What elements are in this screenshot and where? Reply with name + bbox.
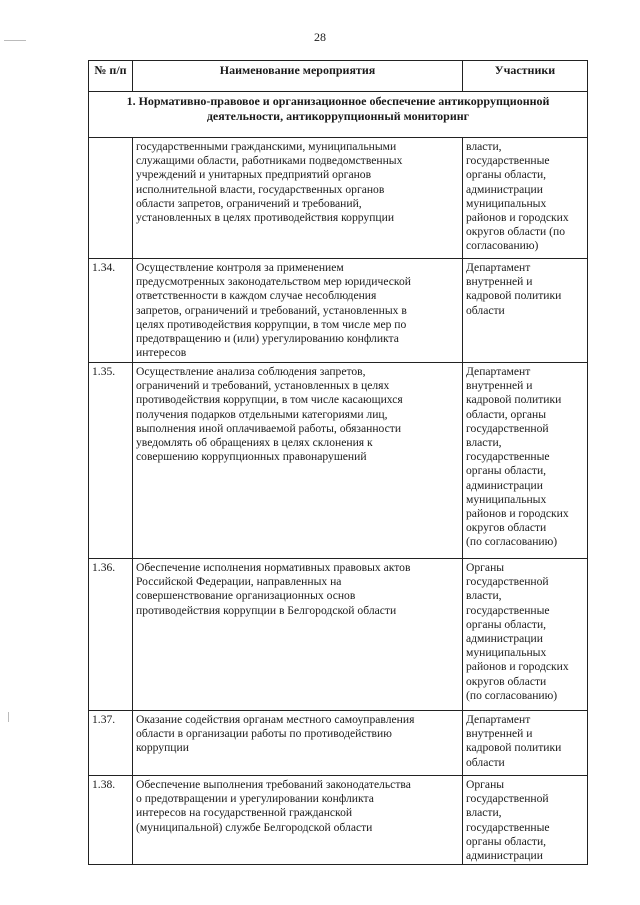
row-participants: Департамент внутренней и кадровой политики области [463,259,588,363]
scan-artifact [4,40,26,41]
table-row [89,259,588,363]
scan-artifact [8,712,9,722]
row-name: Осуществление контроля за применением предусмотренных законодательством мер юридической ответственности в каждом случае несоблюдения запретов, ограничений и требований, установленных в целях противодействия коррупции, в том числе мер по предотвращению и (или) урегулированию конфликта интересов [133,259,463,363]
header-number: № п/п [89,61,133,92]
row-participants: власти, государственные органы области, администрации муниципальных районов и городских округов области (по согласованию) [463,138,588,259]
header-name: Наименование мероприятия [133,61,463,92]
table-row [89,138,588,259]
table-row [89,559,588,711]
row-participants: Департамент внутренней и кадровой политики области [463,711,588,776]
row-name: Осуществление анализа соблюдения запретов, ограничений и требований, установленных в целях противодействия коррупции, в том числе касающихся получения подарков отдельными категориями лиц, выполнения иной оплачиваемой работы, обязанности уведомлять об обращениях в целях склонения к совершению коррупционных правонарушений [133,363,463,559]
header-participants: Участники [463,61,588,92]
row-number: 1.38. [89,776,133,865]
row-name: Оказание содействия органам местного самоуправления области в организации работы по противодействию коррупции [133,711,463,776]
row-name: государственными гражданскими, муниципальными служащими области, работниками подведомственных учреждений и унитарных предприятий органов исполнительной власти, государственных органов области запретов, ограничений и требований, установленных в целях противодействия коррупции [133,138,463,259]
table-row [89,711,588,776]
activities-table [88,60,588,865]
row-participants: Органы государственной власти, государственные органы области, администрации муниципальных районов и городских округов области (по согласованию) [463,559,588,711]
row-number: 1.34. [89,259,133,363]
table-row [89,776,588,865]
row-name: Обеспечение исполнения нормативных правовых актов Российской Федерации, направленных на совершенствование организационных основ противодействия коррупции в Белгородской области [133,559,463,711]
section-title: 1. Нормативно-правовое и организационное обеспечение антикоррупционной деятельности, антикоррупционный мониторинг [89,92,588,138]
row-name: Обеспечение выполнения требований законодательства о предотвращении и урегулировании конфликта интересов на государственной гражданской (муниципальной) службе Белгородской области [133,776,463,865]
row-number: 1.36. [89,559,133,711]
row-number: 1.35. [89,363,133,559]
row-participants: Органы государственной власти, государственные органы области, администрации [463,776,588,865]
row-number: 1.37. [89,711,133,776]
section-row [89,92,588,138]
page-number: 28 [314,30,326,44]
table-header-row [89,61,588,92]
table-row [89,363,588,559]
row-participants: Департамент внутренней и кадровой политики области, органы государственной власти, государственные органы области, администрации муниципальных районов и городских округов области (по согласованию) [463,363,588,559]
row-number [89,138,133,259]
